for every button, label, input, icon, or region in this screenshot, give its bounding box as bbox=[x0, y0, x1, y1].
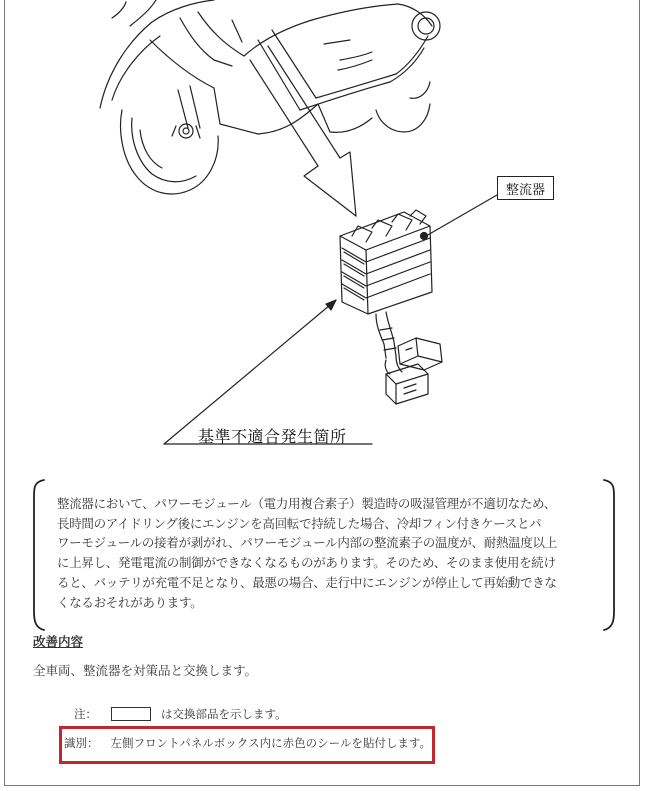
defect-location-label: 基準不適合発生箇所 bbox=[198, 427, 347, 446]
callout-leader-line bbox=[426, 195, 497, 236]
description-line: くなるおそれがあります。 bbox=[57, 594, 203, 610]
improvement-heading: 改善内容 bbox=[33, 634, 84, 649]
scooter-front-drawing bbox=[100, 0, 440, 194]
location-arrow-outline bbox=[250, 46, 356, 216]
note-line bbox=[74, 706, 287, 722]
description-line: ると、バッテリが充電不足となり、最悪の場合、走行中にエンジンが停止して再始動できな bbox=[57, 574, 557, 590]
description-line: 整流器において、パワーモジュール（電力用複合素子）製造時の吸湿管理が不適切なため、 bbox=[57, 496, 556, 511]
description-line: 長時間のアイドリング後にエンジンを高回転で持続した場合、冷却フィン付きケースとパ bbox=[57, 515, 542, 531]
regulator-drawing bbox=[340, 210, 442, 404]
description-line: に上昇し、発電電流の制御ができなくなるものがあります。そのため、そのまま使用を続け bbox=[57, 555, 556, 571]
defect-pointer bbox=[164, 300, 372, 444]
regulator-callout-label: 整流器 bbox=[497, 176, 554, 200]
note-text: は交換部品を示します。 bbox=[161, 707, 287, 721]
defect-description bbox=[57, 494, 589, 612]
identification-text: 左側フロントパネルボックス内に赤色のシールを貼付します。 bbox=[110, 736, 432, 750]
note-label: 注： bbox=[74, 707, 97, 721]
identification-label: 識別： bbox=[64, 736, 99, 750]
identification-line bbox=[64, 735, 431, 751]
description-line: ワーモジュールの接着が剥がれ、パワーモジュール内部の整流素子の温度が、耐熱温度以上 bbox=[57, 535, 557, 551]
replacement-part-swatch bbox=[111, 707, 151, 721]
improvement-body: 全車両、整流器を対策品と交換します。 bbox=[33, 663, 258, 678]
